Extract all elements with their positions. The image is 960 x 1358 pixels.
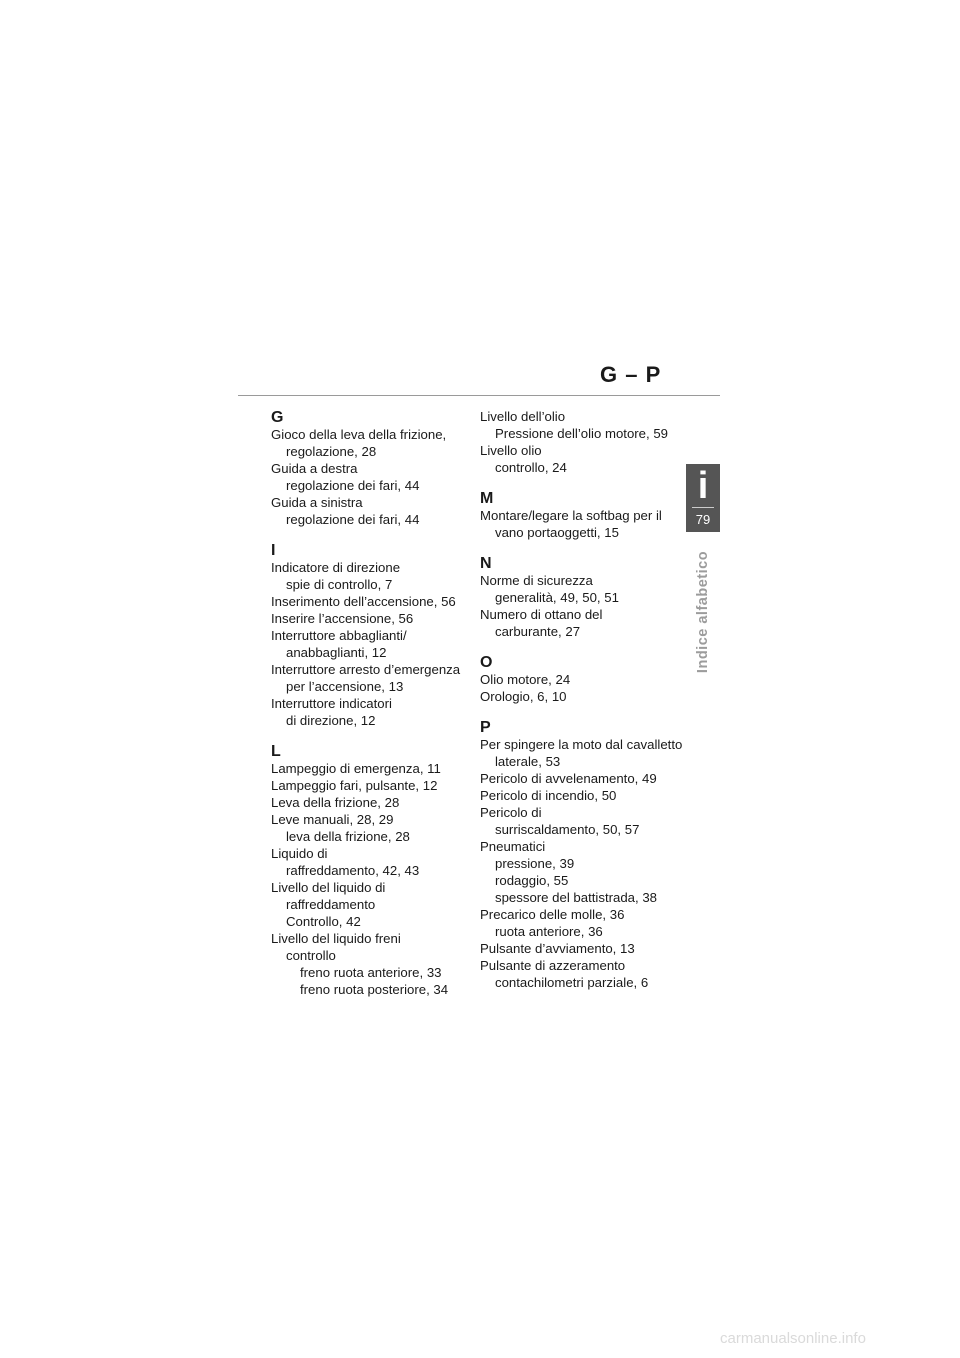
- index-entry: Guida a sinistra: [271, 495, 363, 510]
- index-letter-heading: G: [271, 409, 284, 426]
- index-entry: Pulsante di azzeramento: [480, 958, 626, 973]
- index-entry: carburante, 27: [495, 624, 581, 639]
- index-entry: Olio motore, 24: [480, 672, 571, 687]
- index-letter-heading: P: [480, 719, 491, 736]
- index-entry: raffreddamento: [286, 897, 376, 912]
- index-entry: freno ruota posteriore, 34: [300, 982, 449, 997]
- index-column-left: [271, 408, 471, 998]
- index-entry: Pulsante d’avviamento, 13: [480, 941, 635, 956]
- index-column-right: [480, 408, 690, 991]
- index-letter-heading: O: [480, 654, 493, 671]
- index-entry: Interruttore indicatori: [271, 696, 392, 711]
- index-entry: Inserimento dell’accensione, 56: [271, 594, 456, 609]
- index-entry: regolazione dei fari, 44: [286, 478, 420, 493]
- tab-divider: [692, 507, 714, 508]
- index-letter-heading: N: [480, 555, 492, 572]
- page-title: G – P: [600, 362, 662, 387]
- index-entry: Livello del liquido di: [271, 880, 386, 895]
- watermark: carmanualsonline.info: [720, 1330, 866, 1347]
- index-entry: rodaggio, 55: [495, 873, 569, 888]
- index-entry: surriscaldamento, 50, 57: [495, 822, 640, 837]
- index-entry: Controllo, 42: [286, 914, 361, 929]
- index-entry: Leve manuali, 28, 29: [271, 812, 394, 827]
- index-entry: Pressione dell’olio motore, 59: [495, 426, 668, 441]
- index-entry: vano portaoggetti, 15: [495, 525, 619, 540]
- index-entry: Lampeggio di emergenza, 11: [271, 761, 441, 776]
- index-entry: spessore del battistrada, 38: [495, 890, 658, 905]
- index-entry: per l’accensione, 13: [286, 679, 404, 694]
- index-entry: Lampeggio fari, pulsante, 12: [271, 778, 438, 793]
- index-entry: Pneumatici: [480, 839, 546, 854]
- index-entry: Livello dell’olio: [480, 409, 566, 424]
- index-entry: Pericolo di avvelenamento, 49: [480, 771, 657, 786]
- index-letter-heading: L: [271, 743, 281, 760]
- index-letter-heading: M: [480, 490, 494, 507]
- index-entry: Leva della frizione, 28: [271, 795, 400, 810]
- index-entry: Pericolo di incendio, 50: [480, 788, 617, 803]
- index-entry: Per spingere la moto dal cavalletto: [480, 737, 683, 752]
- index-entry: Montare/legare la softbag per il: [480, 508, 662, 523]
- header-divider: [238, 395, 720, 396]
- section-tab: [686, 464, 720, 532]
- index-entry: Liquido di: [271, 846, 328, 861]
- index-entry: Gioco della leva della frizione,: [271, 427, 447, 442]
- index-letter-heading: I: [271, 542, 276, 559]
- index-entry: Pericolo di: [480, 805, 542, 820]
- index-entry: Inserire l’accensione, 56: [271, 611, 414, 626]
- index-entry: Interruttore abbaglianti/: [271, 628, 407, 643]
- index-entry: Norme di sicurezza: [480, 573, 593, 588]
- index-entry: controllo: [286, 948, 336, 963]
- index-entry: regolazione dei fari, 44: [286, 512, 420, 527]
- info-icon: i: [697, 465, 709, 507]
- index-entry: Interruttore arresto d’emergenza: [271, 662, 461, 677]
- page-number: 79: [695, 512, 711, 527]
- index-entry: contachilometri parziale, 6: [495, 975, 649, 990]
- index-entry: Precarico delle molle, 36: [480, 907, 625, 922]
- index-entry: freno ruota anteriore, 33: [300, 965, 442, 980]
- index-entry: pressione, 39: [495, 856, 575, 871]
- index-entry: generalità, 49, 50, 51: [495, 590, 619, 605]
- index-entry: spie di controllo, 7: [286, 577, 393, 592]
- index-entry: Orologio, 6, 10: [480, 689, 567, 704]
- index-entry: controllo, 24: [495, 460, 567, 475]
- section-side-label-text: Indice alfabetico: [695, 550, 711, 674]
- index-entry: regolazione, 28: [286, 444, 377, 459]
- index-entry: leva della frizione, 28: [286, 829, 410, 844]
- index-entry: Livello olio: [480, 443, 542, 458]
- index-entry: anabbaglianti, 12: [286, 645, 387, 660]
- index-entry: ruota anteriore, 36: [495, 924, 603, 939]
- index-entry: Indicatore di direzione: [271, 560, 401, 575]
- index-entry: raffreddamento, 42, 43: [286, 863, 420, 878]
- index-entry: Livello del liquido freni: [271, 931, 401, 946]
- index-entry: Guida a destra: [271, 461, 358, 476]
- index-entry: Numero di ottano del: [480, 607, 603, 622]
- index-entry: di direzione, 12: [286, 713, 376, 728]
- index-entry: laterale, 53: [495, 754, 561, 769]
